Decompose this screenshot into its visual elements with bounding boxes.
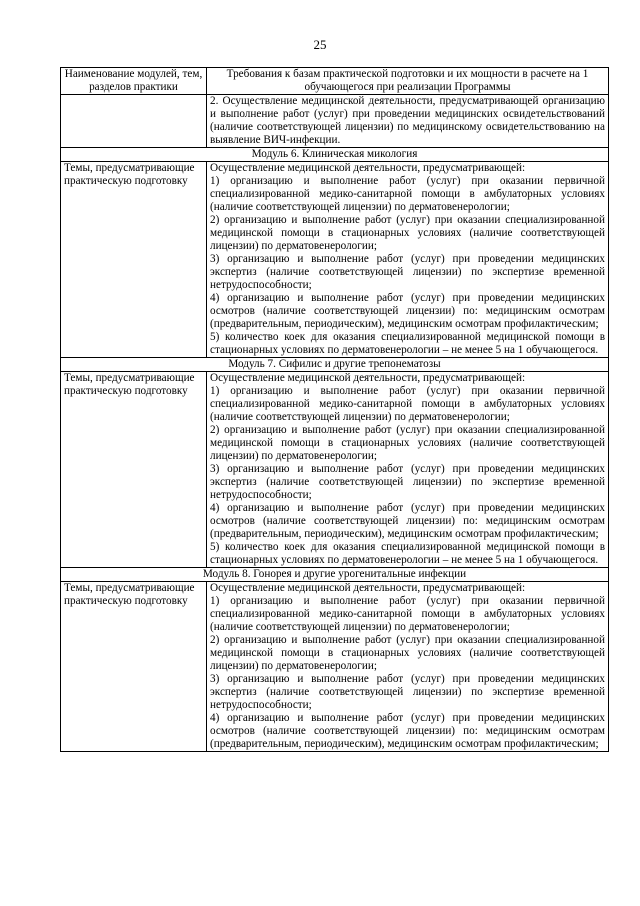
requirement-item: 4) организацию и выполнение работ (услуг) при проведении медицинских осмотров (наличие соответствующей лицензии) по: медицинским осмотрам (предварительным, периодическим), медицинским осмотрам профилактическим; <box>210 502 605 540</box>
module-title: Модуль 8. Гонорея и другие урогенитальные инфекции <box>61 568 609 582</box>
continuation-text: 2. Осуществление медицинской деятельности, предусматривающей организацию и выполнение работ (услуг) при проведении медицинских освидетельствований (наличие соответствующей лицензии) по медицинскому освидетельствованию на выявление ВИЧ-инфекции. <box>210 95 605 146</box>
requirements-intro: Осуществление медицинской деятельности, предусматривающей: <box>210 162 526 174</box>
topic-cell: Темы, предусматривающие практическую подготовку <box>61 162 207 358</box>
module-content-row <box>61 582 609 752</box>
requirement-item: 3) организацию и выполнение работ (услуг) при проведении медицинских экспертиз (наличие соответствующей лицензии) по экспертизе временной нетрудоспособности; <box>210 463 605 501</box>
module-title: Модуль 7. Сифилис и другие трепонематозы <box>61 358 609 372</box>
requirement-item: 1) организацию и выполнение работ (услуг) при оказании первичной специализированной медико-санитарной помощи в амбулаторных условиях (наличие соответствующей лицензии) по дерматовенерологии; <box>210 175 605 213</box>
requirements-intro: Осуществление медицинской деятельности, предусматривающей: <box>210 372 526 384</box>
topic-cell: Темы, предусматривающие практическую подготовку <box>61 372 207 568</box>
header-modules: Наименование модулей, тем, разделов практики <box>61 68 207 95</box>
requirement-item: 3) организацию и выполнение работ (услуг) при проведении медицинских экспертиз (наличие соответствующей лицензии) по экспертизе временной нетрудоспособности; <box>210 253 605 291</box>
requirement-item: 5) количество коек для оказания специализированной медицинской помощи в стационарных условиях по дерматовенерологии – не менее 5 на 1 обучающегося. <box>210 331 605 356</box>
requirements-cell <box>207 582 609 752</box>
requirement-item: 2) организацию и выполнение работ (услуг) при оказании специализированной медицинской помощи в стационарных условиях (наличие соответствующей лицензии) по дерматовенерологии; <box>210 424 605 462</box>
module-title-row <box>61 358 609 372</box>
topic-cell: Темы, предусматривающие практическую подготовку <box>61 582 207 752</box>
requirements-intro: Осуществление медицинской деятельности, предусматривающей: <box>210 582 526 594</box>
requirement-item: 2) организацию и выполнение работ (услуг) при оказании специализированной медицинской помощи в стационарных условиях (наличие соответствующей лицензии) по дерматовенерологии; <box>210 634 605 672</box>
continuation-cell <box>207 95 609 148</box>
continuation-empty-cell <box>61 95 207 148</box>
requirement-item: 1) организацию и выполнение работ (услуг) при оказании первичной специализированной медико-санитарной помощи в амбулаторных условиях (наличие соответствующей лицензии) по дерматовенерологии; <box>210 385 605 423</box>
requirement-item: 1) организацию и выполнение работ (услуг) при оказании первичной специализированной медико-санитарной помощи в амбулаторных условиях (наличие соответствующей лицензии) по дерматовенерологии; <box>210 595 605 633</box>
module-title-row <box>61 568 609 582</box>
requirements-cell <box>207 372 609 568</box>
module-title: Модуль 6. Клиническая микология <box>61 148 609 162</box>
table-header-row <box>61 68 609 95</box>
module-content-row <box>61 162 609 358</box>
requirement-item: 4) организацию и выполнение работ (услуг) при проведении медицинских осмотров (наличие соответствующей лицензии) по: медицинским осмотрам (предварительным, периодическим), медицинским осмотрам профилактическим; <box>210 292 605 330</box>
module-title-row <box>61 148 609 162</box>
practice-bases-table <box>60 67 609 752</box>
requirement-item: 4) организацию и выполнение работ (услуг) при проведении медицинских осмотров (наличие соответствующей лицензии) по: медицинским осмотрам (предварительным, периодическим), медицинским осмотрам профилактическим; <box>210 712 605 750</box>
page-number: 25 <box>313 37 327 52</box>
header-requirements: Требования к базам практической подготовки и их мощности в расчете на 1 обучающегося при реализации Программы <box>207 68 609 95</box>
requirement-item: 3) организацию и выполнение работ (услуг) при проведении медицинских экспертиз (наличие соответствующей лицензии) по экспертизе временной нетрудоспособности; <box>210 673 605 711</box>
module-content-row <box>61 372 609 568</box>
continuation-row <box>61 95 609 148</box>
requirement-item: 5) количество коек для оказания специализированной медицинской помощи в стационарных условиях по дерматовенерологии – не менее 5 на 1 обучающегося. <box>210 541 605 566</box>
requirements-cell <box>207 162 609 358</box>
requirement-item: 2) организацию и выполнение работ (услуг) при оказании специализированной медицинской помощи в стационарных условиях (наличие соответствующей лицензии) по дерматовенерологии; <box>210 214 605 252</box>
